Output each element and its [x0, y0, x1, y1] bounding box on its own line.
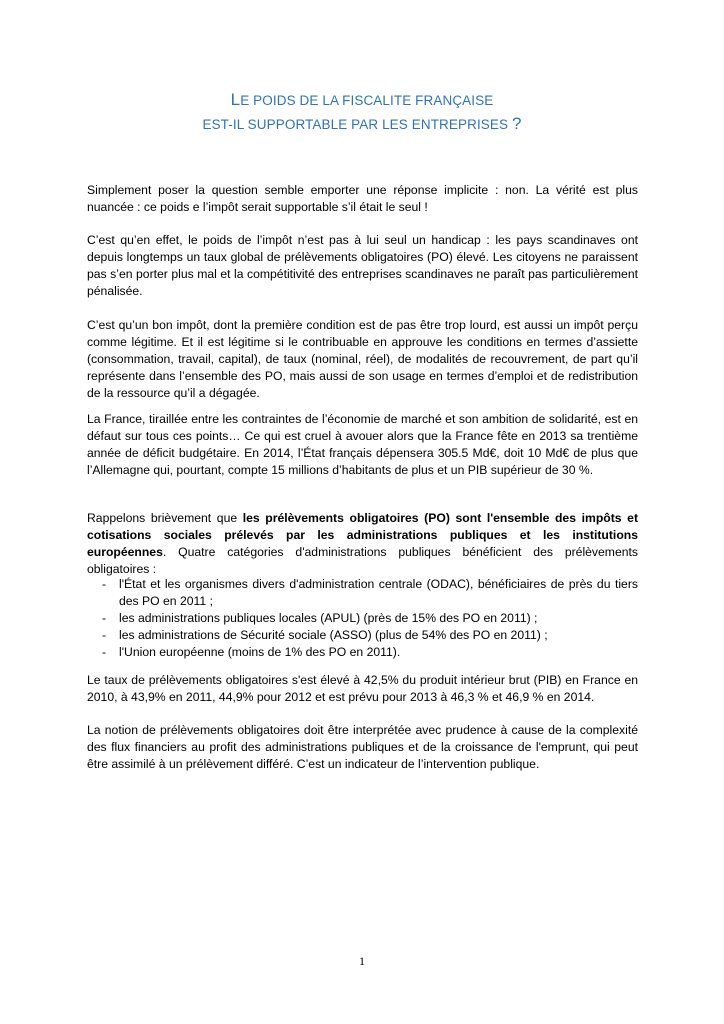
po-definition-end: . Quatre catégories d'administrations publiques bénéficient des prélèvements obligatoires :: [87, 545, 638, 576]
list-dash: -: [102, 611, 107, 625]
list-item-text: les administrations de Sécurité sociale (ASSO) (plus de 54% des PO en 2011) ;: [119, 628, 548, 642]
paragraph-intro: Simplement poser la question semble emporter une réponse implicite : non. La vérité est plus nuancée : ce poids e l’impôt serait supportable s’il était le seul !: [87, 183, 638, 214]
title-line-1-text: E POIDS DE LA FISCALITE FRANÇAISE: [240, 93, 494, 108]
paragraph-france-deficit: La France, tiraillée entre les contraintes de l’économie de marché et son ambition de solidarité, est en défaut sur tous ces points… Ce qui est cruel à avouer alors que la France fête en 2013 sa trentième année de déficit budgétaire. En 2014, l’État français dépensera 305.5 Md€, doit 10 Md€ de plus que l’Allemagne qui, pourtant, compte 15 millions d’habitants de plus et un PIB supérieur de 30 %.: [87, 412, 638, 477]
document-title-line-2: [0, 114, 724, 135]
list-item-text: les administrations publiques locales (APUL) (près de 15% des PO en 2011) ;: [119, 611, 538, 625]
paragraph-scandinavia: C’est qu’en effet, le poids de l’impôt n’est pas à lui seul un handicap : les pays scandinaves ont depuis longtemps un taux global de prélèvements obligatoires (PO) élevé. Les citoyens ne paraissent pas s’en porter plus mal et la compétitivité des entreprises scandinaves ne paraît pas particulièrement pénalisée.: [87, 233, 638, 298]
paragraph-po-rates: Le taux de prélèvements obligatoires s'est élevé à 42,5% du produit intérieur brut (PIB) en France en 2010, à 43,9% en 2011, 44,9% pour 2012 et est prévu pour 2013 à 46,3 % et 46,9 % en 2014.: [87, 673, 638, 704]
paragraph-po-definition: [87, 510, 638, 578]
list-dash: -: [102, 645, 107, 659]
list-dash: -: [102, 628, 107, 642]
list-item: [87, 610, 638, 627]
list-item-text: l'Union européenne (moins de 1% des PO en 2011).: [119, 645, 401, 659]
po-definition-bold: les prélèvements obligatoires (PO) sont l'ensemble des impôts et cotisations sociales prélevés par les administrations publiques et les institutions européennes: [87, 511, 638, 559]
list-dash: -: [102, 577, 107, 591]
title-initial-letter: L: [230, 90, 241, 109]
title-question-mark: ?: [511, 114, 522, 133]
page-number: 1: [359, 954, 365, 968]
paragraph-po-caution: La notion de prélèvements obligatoires doit être interprétée avec prudence à cause de la complexité des flux financiers au profit des administrations publiques et de la croissance de l'emprunt, qui peut être assimilé à un prélèvement différé. C’est un indicateur de l’intervention publique.: [87, 723, 638, 771]
list-item: [87, 644, 638, 661]
po-definition-intro: Rappelons brièvement que: [87, 511, 243, 525]
paragraph-legitimate-tax: C’est qu’un bon impôt, dont la première condition est de pas être trop lourd, est aussi un impôt perçu comme légitime. Et il est légitime si le contribuable en approuve les conditions en termes d’assiette (consommation, travail, capital), de taux (nominal, réel), de modalités de recouvrement, de part qu’il représente dans l’ensemble des PO, mais aussi de son usage en termes d’emploi et de redistribution de la ressource qu’il a dégagée.: [87, 318, 638, 400]
administrations-list: [87, 576, 638, 661]
list-item: [87, 627, 638, 644]
title-line-2-text: EST-IL SUPPORTABLE PAR LES ENTREPRISES: [202, 117, 512, 132]
list-item: [87, 576, 638, 610]
list-item-text: l'État et les organismes divers d'administration centrale (ODAC), bénéficiaires de près du tiers des PO en 2011 ;: [119, 577, 638, 608]
document-title-line-1: [0, 90, 724, 111]
